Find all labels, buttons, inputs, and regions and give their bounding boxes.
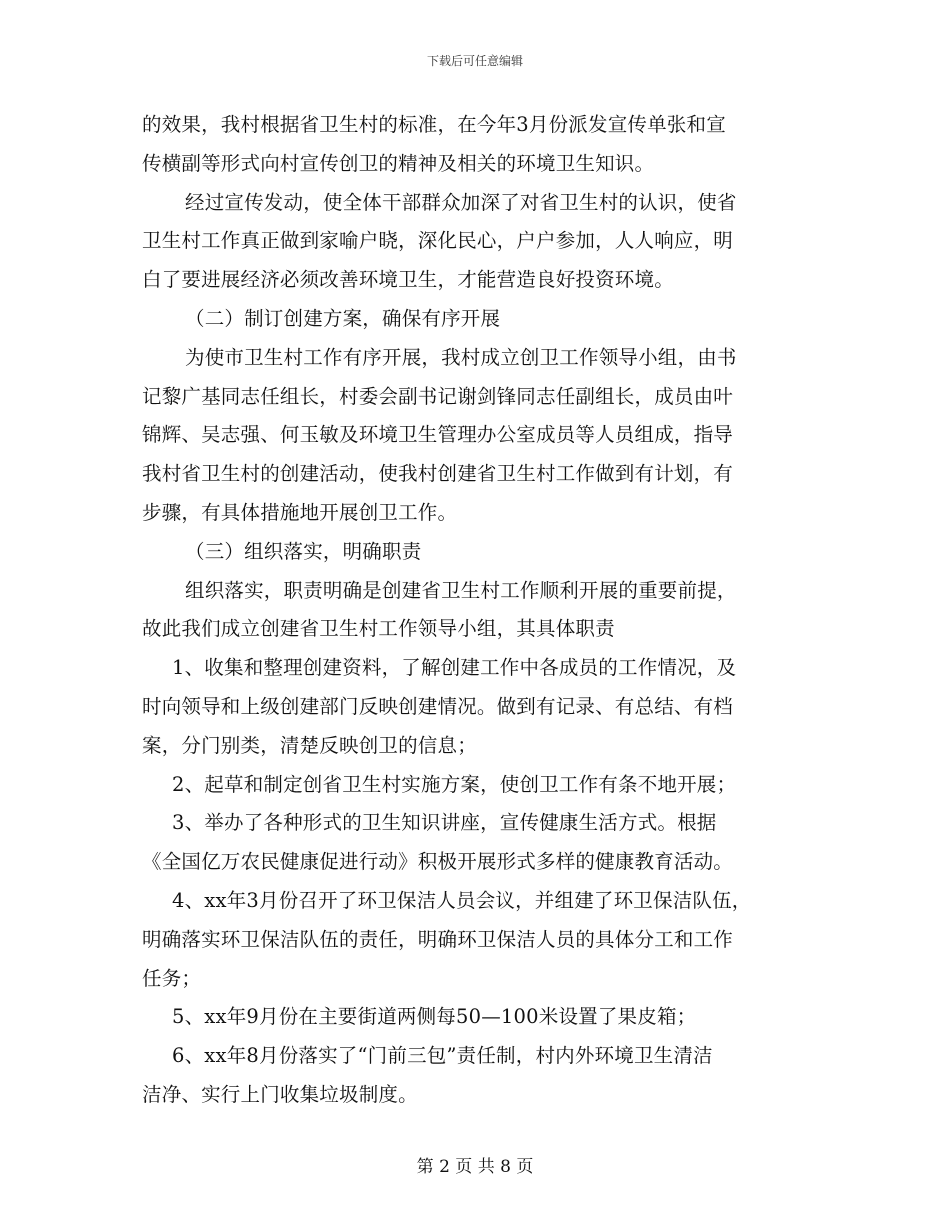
section-heading: （二）制订创建方案，确保有序开展 [185,306,501,330]
list-item-start-line: 1、收集和整理创建资料，了解创建工作中各成员的工作情况，及 [172,656,737,680]
list-item-start-line: 6、xx年8月份落实了“门前三包”责任制，村内外环境卫生清洁 [172,1044,713,1068]
list-item-start-line: 4、xx年3月份召开了环卫保洁人员会议，并组建了环卫保洁队伍， [172,888,752,912]
paragraph-start-line: 组织落实，职责明确是创建省卫生村工作顺利开展的重要前提， [185,578,737,602]
paragraph-start-line: 经过宣传发动，使全体干部群众加深了对省卫生村的认识，使省 [185,190,737,214]
text-line: 明确落实环卫保洁队伍的责任，明确环卫保洁人员的具体分工和工作 [142,927,734,951]
text-line: 步骤，有具体措施地开展创卫工作。 [142,500,458,524]
text-line: 卫生村工作真正做到家喻户晓，深化民心，户户参加，人人响应，明 [142,229,734,253]
text-line: 时向领导和上级创建部门反映创建情况。做到有记录、有总结、有档 [142,694,734,718]
text-line: 锦辉、吴志强、何玉敏及环境卫生管理办公室成员等人员组成，指导 [142,423,734,447]
page-header-note: 下载后可任意编辑 [426,54,523,68]
section-heading: （三）组织落实，明确职责 [185,539,422,563]
text-line: 记黎广基同志任组长，村委会副书记谢剑锋同志任副组长，成员由叶 [142,384,734,408]
text-line: 我村省卫生村的创建活动，使我村创建省卫生村工作做到有计划，有 [142,462,734,486]
text-line: 洁净、实行上门收集垃圾制度。 [142,1082,418,1106]
page-number-footer: 第 2 页 共 8 页 [416,1157,534,1177]
list-item-start-line: 3、举办了各种形式的卫生知识讲座，宣传健康生活方式。根据 [172,811,717,835]
text-line: 传横副等形式向村宣传创卫的精神及相关的环境卫生知识。 [142,151,655,175]
text-line: 白了要进展经济必须改善环境卫生，才能营造良好投资环境。 [142,268,674,292]
text-line: 《全国亿万农民健康促进行动》积极开展形式多样的健康教育活动。 [142,850,734,874]
list-item-start-line: 5、xx年9月份在主要街道两侧每50—100米设置了果皮箱； [172,1005,697,1029]
list-item-start-line: 2、起草和制定创省卫生村实施方案，使创卫工作有条不地开展； [172,772,737,796]
text-line: 的效果，我村根据省卫生村的标准，在今年3月份派发宣传单张和宣 [142,113,726,136]
paragraph-start-line: 为使市卫生村工作有序开展，我村成立创卫工作领导小组，由书 [185,345,737,369]
text-line: 故此我们成立创建省卫生村工作领导小组，其具体职责 [142,617,615,641]
text-line: 任务； [142,966,202,990]
text-line: 案，分门别类，清楚反映创卫的信息； [142,733,477,757]
document-body [142,106,822,1115]
